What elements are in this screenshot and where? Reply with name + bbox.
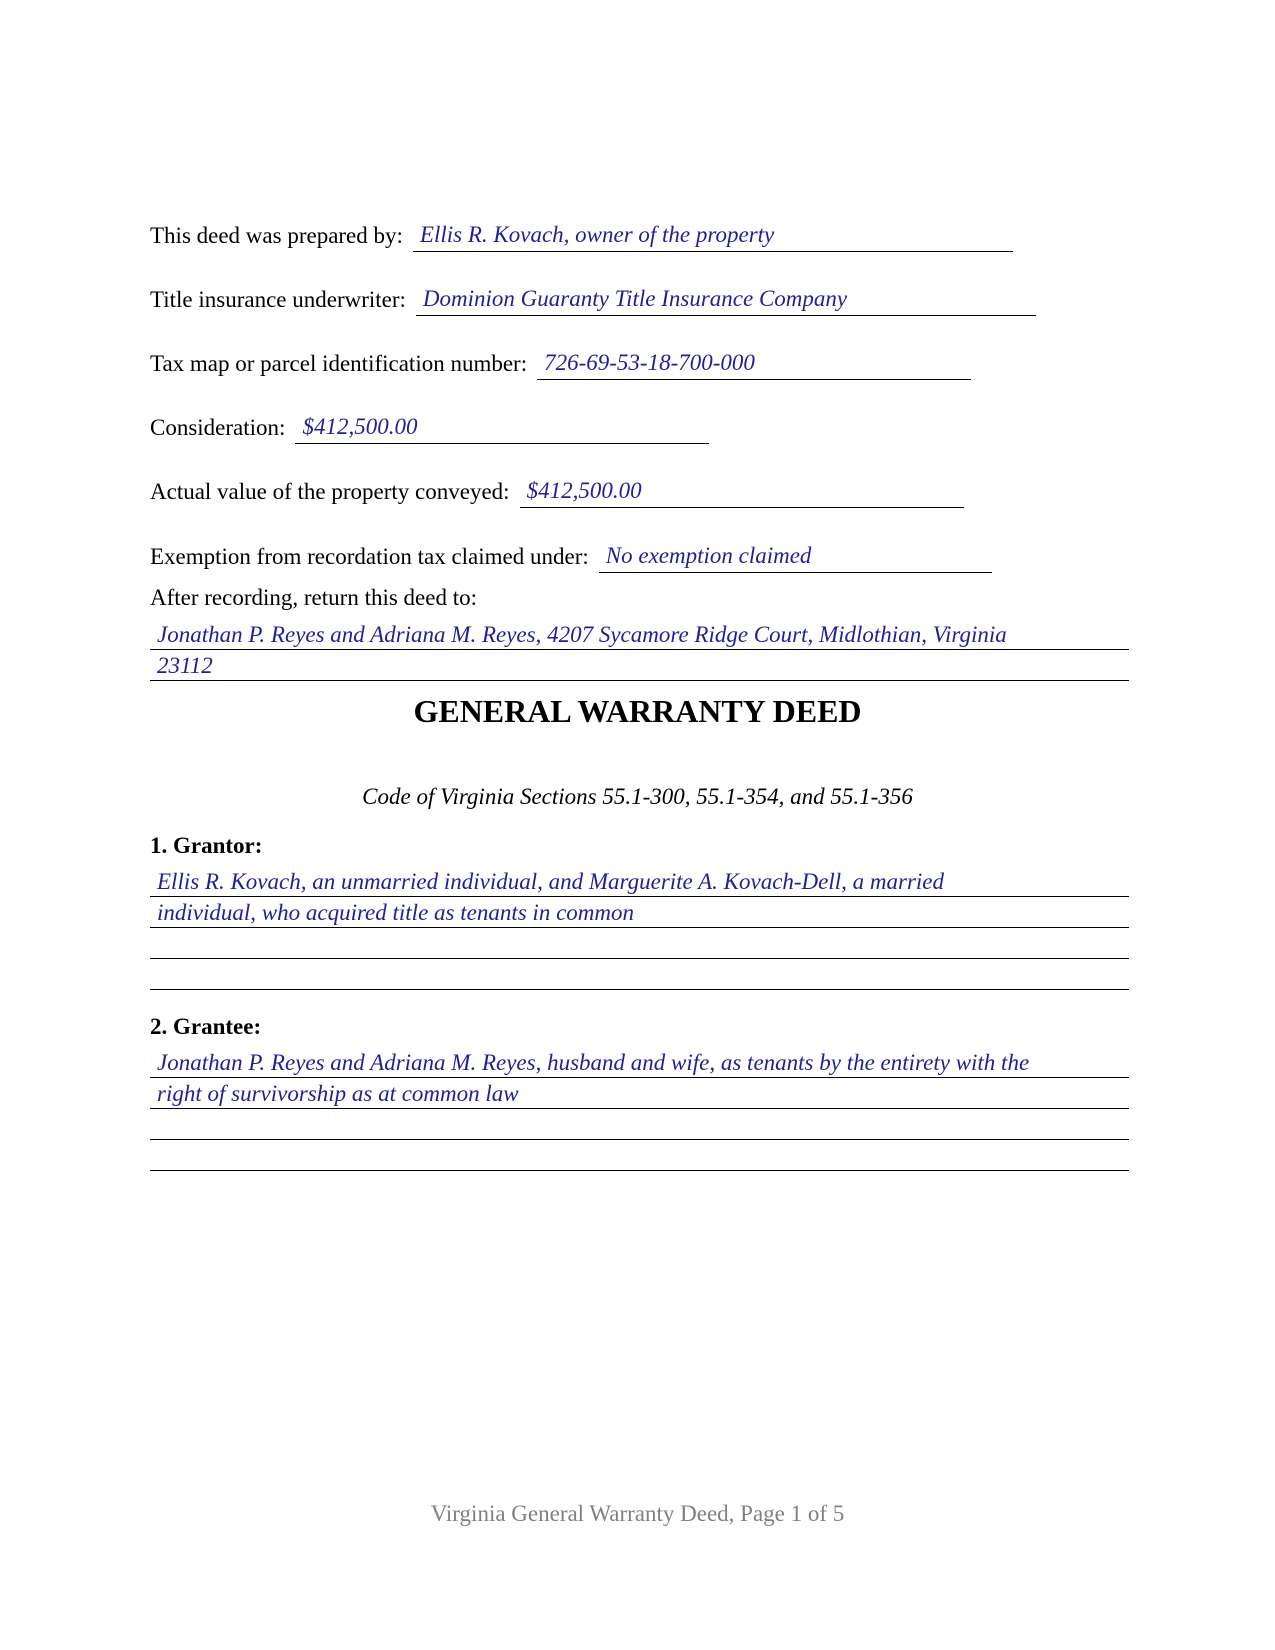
grantor-block[interactable] <box>150 866 1129 990</box>
parcel-id-field[interactable]: 726-69-53-18-700-000 <box>537 351 971 380</box>
grantor-heading: 1. Grantor: <box>150 833 263 858</box>
grantee-line-3[interactable] <box>150 1109 1129 1140</box>
grantee-line-1[interactable]: Jonathan P. Reyes and Adriana M. Reyes, husband and wife, as tenants by the entirety with the <box>150 1047 1129 1078</box>
return-to-line-1[interactable]: Jonathan P. Reyes and Adriana M. Reyes, 4207 Sycamore Ridge Court, Midlothian, Virginia <box>150 619 1129 650</box>
return-to-address-block[interactable] <box>150 619 1129 681</box>
code-citation: Code of Virginia Sections 55.1-300, 55.1-354, and 55.1-356 <box>362 784 913 809</box>
underwriter-label: Title insurance underwriter: <box>150 287 406 312</box>
exemption-field[interactable]: No exemption claimed <box>599 544 992 573</box>
grantor-line-4[interactable] <box>150 959 1129 990</box>
return-to-label: After recording, return this deed to: <box>150 585 477 610</box>
underwriter-row <box>150 282 1036 316</box>
exemption-row <box>150 539 992 573</box>
grantor-line-3[interactable] <box>150 928 1129 959</box>
page-title: GENERAL WARRANTY DEED <box>413 693 862 729</box>
exemption-label: Exemption from recordation tax claimed under: <box>150 544 589 569</box>
consideration-field[interactable]: $412,500.00 <box>295 415 709 444</box>
page-footer: Virginia General Warranty Deed, Page 1 of 5 <box>430 1501 845 1526</box>
consideration-row <box>150 410 709 444</box>
parcel-id-label: Tax map or parcel identification number: <box>150 351 528 376</box>
prepared-by-label: This deed was prepared by: <box>150 223 403 248</box>
grantee-line-2[interactable]: right of survivorship as at common law <box>150 1078 1129 1109</box>
grantor-line-2[interactable]: individual, who acquired title as tenants in common <box>150 897 1129 928</box>
actual-value-row <box>150 474 964 508</box>
prepared-by-row <box>150 218 1013 252</box>
prepared-by-field[interactable]: Ellis R. Kovach, owner of the property <box>413 223 1013 252</box>
grantee-line-4[interactable] <box>150 1140 1129 1171</box>
grantee-heading: 2. Grantee: <box>150 1014 262 1039</box>
underwriter-field[interactable]: Dominion Guaranty Title Insurance Company <box>416 287 1036 316</box>
actual-value-field[interactable]: $412,500.00 <box>520 479 964 508</box>
parcel-id-row <box>150 346 971 380</box>
grantor-line-1[interactable]: Ellis R. Kovach, an unmarried individual, and Marguerite A. Kovach-Dell, a married <box>150 866 1129 897</box>
actual-value-label: Actual value of the property conveyed: <box>150 479 510 504</box>
grantee-block[interactable] <box>150 1047 1129 1171</box>
consideration-label: Consideration: <box>150 415 286 440</box>
return-to-line-2[interactable]: 23112 <box>150 650 1129 681</box>
